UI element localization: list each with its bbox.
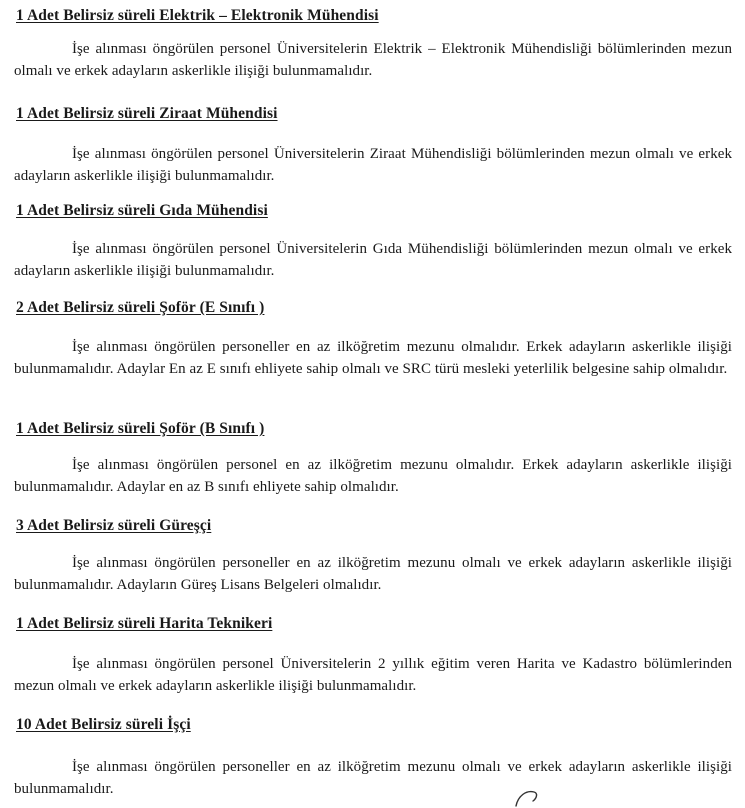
section-heading-food-engineer: 1 Adet Belirsiz süreli Gıda Mühendisi	[16, 202, 268, 219]
section-text-map-technician: İşe alınması öngörülen personel Üniversitelerin 2 yıllık eğitim veren Harita ve Kadastro bölümlerinden mezun olmalı ve erkek adayların askerlikle ilişiği bulunmamalıdır.	[14, 656, 732, 694]
section-heading-driver-e-class: 2 Adet Belirsiz süreli Şoför (E Sınıfı )	[16, 299, 265, 316]
section-text-agricultural-engineer: İşe alınması öngörülen personel Üniversitelerin Ziraat Mühendisliği bölümlerinden mezun olmalı ve erkek adayların askerlikle ilişiği bulunmamalıdır.	[14, 146, 732, 184]
signature-mark	[512, 786, 552, 808]
section-heading-map-technician: 1 Adet Belirsiz süreli Harita Teknikeri	[16, 615, 273, 632]
section-heading-agricultural-engineer: 1 Adet Belirsiz süreli Ziraat Mühendisi	[16, 105, 278, 122]
section-heading-wrestler: 3 Adet Belirsiz süreli Güreşçi	[16, 517, 212, 534]
section-text-driver-e-class: İşe alınması öngörülen personeller en az ilköğretim mezunu olmalıdır. Erkek adayların askerlikle ilişiği bulunmamalıdır. Adaylar En az E sınıfı ehliyete sahip olmalı ve SRC türü mesleki yeterlilik belgesine sahip olmalıdır.	[14, 339, 732, 377]
section-text-electrical-engineer: İşe alınması öngörülen personel Üniversitelerin Elektrik – Elektronik Mühendisliği bölümlerinden mezun olmalı ve erkek adayların askerlikle ilişiği bulunmamalıdır.	[14, 41, 732, 79]
section-heading-driver-b-class: 1 Adet Belirsiz süreli Şoför (B Sınıfı )	[16, 420, 265, 437]
section-heading-worker: 10 Adet Belirsiz süreli İşçi	[16, 716, 191, 733]
section-text-driver-b-class: İşe alınması öngörülen personel en az ilköğretim mezunu olmalıdır. Erkek adayların askerlikle ilişiği bulunmamalıdır. Adaylar en az B sınıfı ehliyete sahip olmalıdır.	[14, 457, 732, 495]
section-text-worker: İşe alınması öngörülen personeller en az ilköğretim mezunu olmalı ve erkek adayların askerlikle ilişiği bulunmamalıdır.	[14, 759, 732, 797]
section-text-wrestler: İşe alınması öngörülen personeller en az ilköğretim mezunu olmalı ve erkek adayların askerlikle ilişiği bulunmamalıdır. Adayların Güreş Lisans Belgeleri olmalıdır.	[14, 555, 732, 593]
section-text-food-engineer: İşe alınması öngörülen personel Üniversitelerin Gıda Mühendisliği bölümlerinden mezun olmalı ve erkek adayların askerlikle ilişiği bulunmamalıdır.	[14, 241, 732, 279]
section-heading-electrical-engineer: 1 Adet Belirsiz süreli Elektrik – Elektronik Mühendisi	[16, 7, 379, 24]
